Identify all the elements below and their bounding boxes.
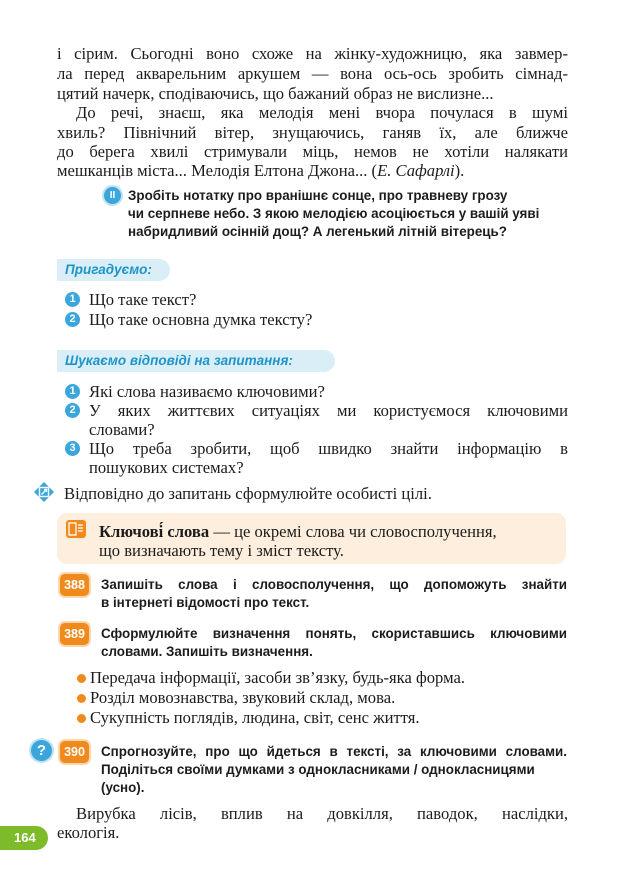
keywords-line: Вирубка лісів, вплив на довкілля, паводок, наслідки, (76, 804, 568, 823)
number-badge: 3 (65, 441, 80, 456)
search-heading: Шукаємо відповіді на запитання: (57, 350, 335, 372)
text-line: хвиль? Північний вітер, знущаючись, ганяв їх, але ближче (57, 123, 568, 142)
list-item-continued: пошукових системах? (89, 458, 244, 477)
list-item: Що таке основна думка тексту? (89, 310, 313, 329)
recall-heading: Пригадуємо: (57, 259, 170, 281)
bullet-item: Сукупність поглядів, людина, світ, сенс життя. (90, 708, 420, 727)
text-line: До речі, знаєш, яка мелодія мені вчора почулася в шумі (76, 103, 568, 122)
task-390-line: (усно). (101, 780, 145, 795)
list-item-continued: словами? (89, 420, 155, 439)
goals-icon (33, 481, 55, 503)
task-ii-line: набридливий осінній дощ? А легенький літній вітерець? (128, 224, 507, 239)
author-name: Е. Сафарлі (377, 161, 455, 180)
text-line: мешканців міста... Мелодія Елтона Джона... (Е. Сафарлі). (57, 161, 465, 180)
task-388-line: Запишіть слова і словосполучення, що допоможуть знайти (101, 577, 567, 592)
task-number-388: 388 (60, 574, 89, 596)
task-ii-badge: II (104, 187, 121, 204)
task-388-line: в інтернеті відомості про текст. (101, 595, 310, 610)
definition-line-2: що визначають тему і зміст тексту. (99, 541, 344, 560)
bullet-dot (77, 694, 86, 703)
number-badge: 1 (65, 384, 80, 399)
keywords-line: екологія. (57, 823, 120, 842)
task-389-line: словами. Запишіть визначення. (101, 644, 313, 659)
number-badge: 1 (65, 292, 80, 307)
definition-term: Ключові́ слова (99, 522, 210, 541)
task-number-389: 389 (60, 623, 89, 645)
definition-line-1: Ключові́ слова — це окремі слова чи словосполучення, (99, 522, 497, 541)
bullet-item: Передача інформації, засоби зв’язку, будь-яка форма. (90, 668, 465, 687)
book-icon (65, 519, 87, 539)
text-line: і сірим. Сьогодні воно схоже на жінку-художницю, яка завмер- (57, 44, 568, 63)
list-item: Що треба зробити, щоб швидко знайти інформацію в (89, 439, 568, 458)
list-item: Що таке текст? (89, 290, 197, 309)
task-ii-line: чи серпневе небо. З якою мелодією асоціюється у вашій уяві (128, 206, 540, 221)
text-line: цятий начерк, сподіваючись, що бажаний образ не вислизне... (57, 84, 494, 103)
task-number-390: 390 (60, 741, 89, 763)
text-line: до берега хвилі стримували міць, немов не хотіли налякати (57, 142, 568, 161)
bullet-dot (77, 714, 86, 723)
task-390-line: Поділіться своїми думками з однокласниками / однокласницями (101, 762, 535, 777)
task-ii-line: Зробіть нотатку про вранішнє сонце, про травневу грозу (128, 188, 508, 203)
list-item: У яких життєвих ситуаціях ми користуємося ключовими (89, 401, 568, 420)
goals-text: Відповідно до запитань сформулюйте особисті цілі. (64, 484, 432, 503)
task-390-line: Спрогнозуйте, про що йдеться в тексті, за ключовими словами. (101, 744, 567, 759)
page-number: 164 (0, 826, 48, 850)
number-badge: 2 (65, 403, 80, 418)
question-icon: ? (31, 740, 52, 761)
bullet-dot (77, 674, 86, 683)
list-item: Які слова називаємо ключовими? (89, 382, 325, 401)
bullet-item: Розділ мовознавства, звуковий склад, мова. (90, 688, 396, 707)
task-389-line: Сформулюйте визначення понять, скориставшись ключовими (101, 626, 567, 641)
number-badge: 2 (65, 312, 80, 327)
text-line: ла перед акварельним аркушем — вона ось-ось зробить сімнад- (57, 64, 568, 83)
